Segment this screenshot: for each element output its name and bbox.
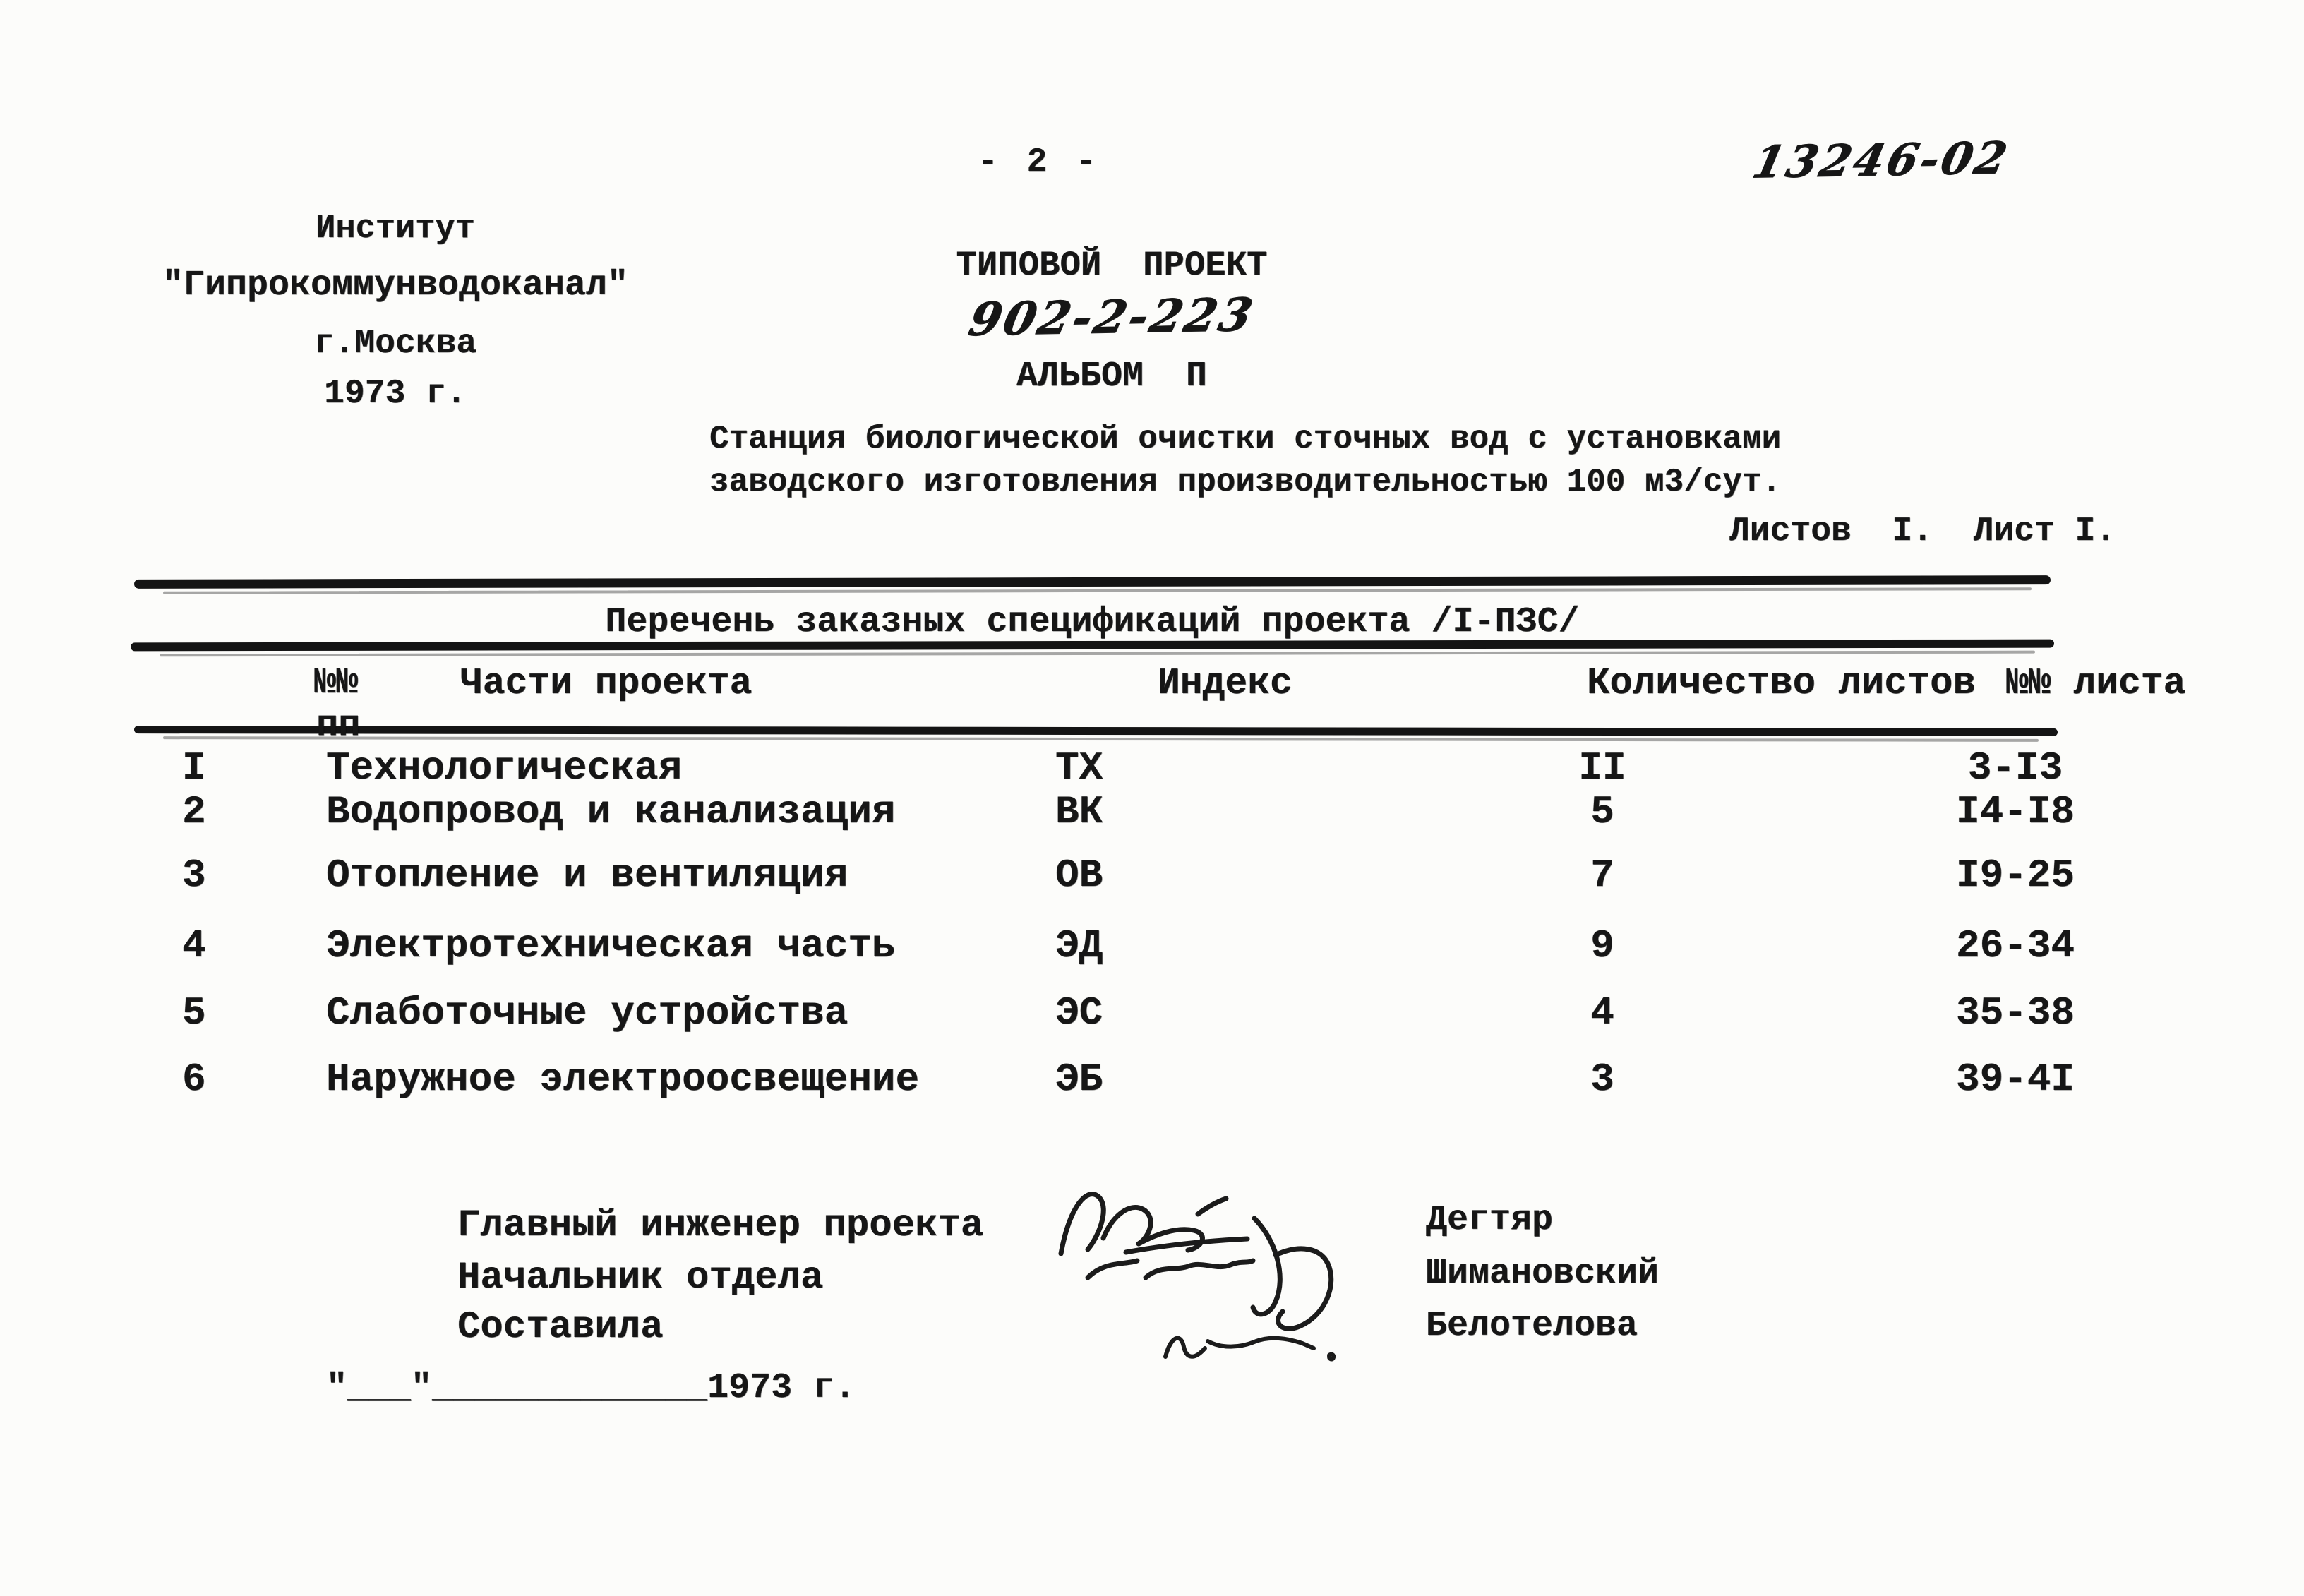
institute-name: Институт: [316, 210, 475, 248]
signoff-name-belotelova: Белотелова: [1426, 1306, 1638, 1346]
album-number: АЛЬБОМ П: [1016, 356, 1208, 397]
row-sheets: 3-I3: [1967, 745, 2063, 791]
signature-belotelova: [1165, 1338, 1333, 1360]
col-header-num: №№: [314, 662, 359, 704]
row-part: Технологическая: [326, 745, 683, 791]
signoff-role-compiled-by: Составила: [457, 1306, 664, 1349]
institute-org: "Гипрокоммунводоканал": [162, 265, 629, 306]
row-num: 2: [182, 789, 206, 834]
row-num: 6: [182, 1057, 206, 1102]
row-index: ЭД: [1055, 923, 1103, 968]
col-header-index: Индекс: [1158, 662, 1292, 704]
col-header-num-2: пп: [316, 704, 361, 746]
institute-block: [141, 210, 649, 414]
sheets-info: Листов I. Лист I.: [1729, 512, 2116, 551]
table-row: [134, 1057, 2146, 1106]
signature-shimanovsky: [1088, 1218, 1331, 1328]
row-part: Электротехническая часть: [326, 923, 896, 968]
row-sheets: 35-38: [1955, 990, 2075, 1036]
institute-year: 1973 г.: [324, 374, 467, 413]
signoff-name-degtyar: Дегтяр: [1426, 1200, 1554, 1240]
row-count: 7: [1590, 853, 1614, 898]
handwritten-archive-code: 13246-02: [1748, 131, 2015, 188]
row-count: 4: [1590, 990, 1614, 1036]
row-part: Слаботочные устройства: [326, 990, 848, 1036]
row-count: 3: [1590, 1057, 1614, 1102]
table-title: Перечень заказных спецификаций проекта /I-ПЗС/: [605, 602, 1580, 642]
row-count: 5: [1590, 789, 1614, 834]
row-index: ЭБ: [1055, 1057, 1103, 1102]
row-count: II: [1578, 745, 1626, 791]
col-header-part: Части проекта: [460, 662, 752, 704]
row-sheets: 39-4I: [1955, 1057, 2075, 1102]
project-title-block: [911, 246, 1313, 397]
project-kind: ТИПОВОЙ ПРОЕКТ: [956, 246, 1268, 285]
subtitle-line-1: Станция биологической очистки сточных вод с установками: [709, 421, 1782, 457]
table-row: [134, 923, 2146, 973]
signoff-role-department-head: Начальник отдела: [457, 1256, 824, 1300]
signoff-role-chief-engineer: Главный инженер проекта: [457, 1204, 984, 1247]
row-count: 9: [1590, 923, 1614, 968]
project-subtitle: [709, 421, 1853, 501]
row-num: I: [182, 745, 206, 791]
row-index: ВК: [1055, 789, 1103, 834]
date-blank-line: "___"_____________1973 г.: [326, 1368, 856, 1408]
row-sheets: I9-25: [1955, 853, 2075, 898]
row-sheets: 26-34: [1955, 923, 2075, 968]
table-row: [134, 789, 2146, 839]
signoff-name-shimanovsky: Шимановский: [1426, 1254, 1660, 1294]
table-header-rule: [134, 726, 2058, 736]
table-row: [134, 853, 2146, 902]
table-row: [134, 990, 2146, 1040]
signatures-cluster: [1020, 1170, 1359, 1379]
row-index: ТХ: [1055, 745, 1103, 791]
project-code-handwritten: 902-2-223: [964, 288, 1260, 347]
row-index: ОВ: [1055, 853, 1103, 898]
col-header-sheet: №№ листа: [2006, 662, 2186, 704]
table-row: [134, 745, 2146, 795]
page-number: - 2 -: [978, 143, 1101, 181]
row-num: 4: [182, 923, 206, 968]
row-sheets: I4-I8: [1955, 789, 2075, 834]
signature-degtyar: [1061, 1194, 1226, 1254]
row-part: Отопление и вентиляция: [326, 853, 848, 898]
row-index: ЭС: [1055, 990, 1103, 1036]
row-num: 3: [182, 853, 206, 898]
row-num: 5: [182, 990, 206, 1036]
row-part: Водопровод и канализация: [326, 789, 896, 834]
subtitle-line-2: заводского изготовления производительностью 100 м3/сут.: [709, 463, 1782, 500]
row-part: Наружное электроосвещение: [326, 1057, 920, 1102]
col-header-count: Количество листов: [1587, 662, 1976, 705]
institute-city: г.Москва: [313, 324, 477, 363]
table-top-rule: [134, 575, 2051, 589]
